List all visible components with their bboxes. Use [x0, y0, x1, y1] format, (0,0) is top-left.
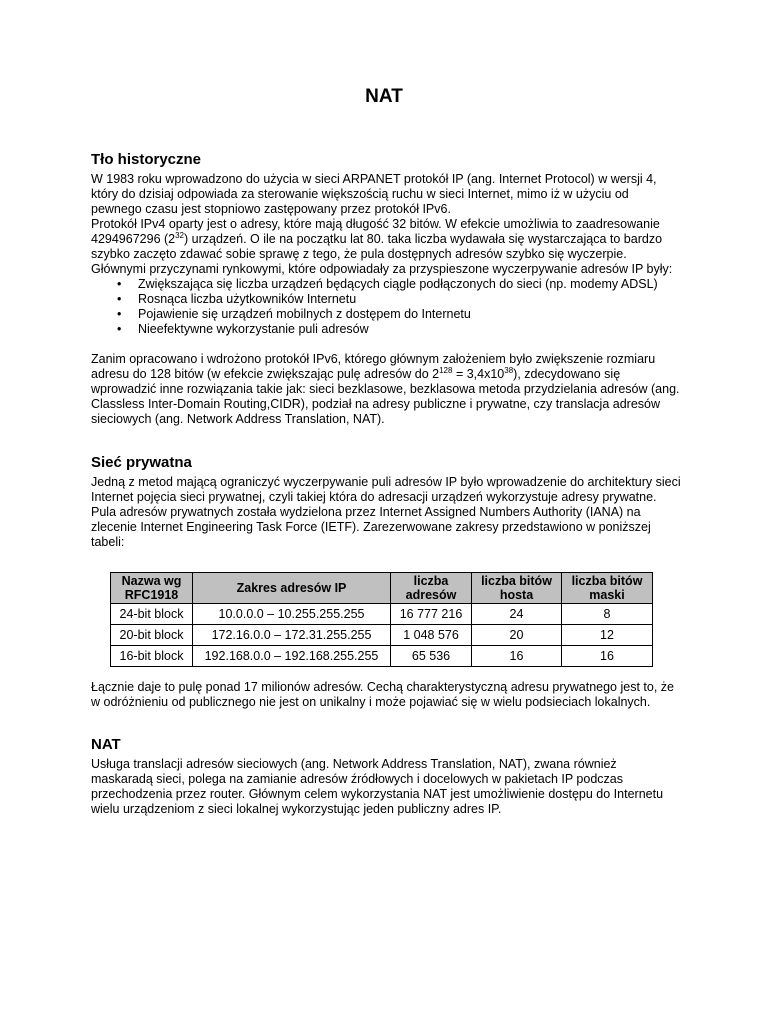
table-cell: 172.16.0.0 – 172.31.255.255	[193, 625, 391, 646]
paragraph-nat-description: Usługa translacji adresów sieciowych (ang. Network Address Translation, NAT), zwana również maskaradą sieci, polega na zamianie adresów źródłowych i docelowych w pakietach IP podczas przechodzenia przez router. Głównym celem wykorzystania NAT jest umożliwienie dostępu do Internetu wielu urządzeniom z sieci lokalnej wykorzystując jeden publiczny adres IP.	[91, 757, 664, 816]
superscript: 32	[175, 231, 185, 240]
text-run: Protokół IPv4 oparty jest o adresy, które mają długość 32 bitów. W efekcie umożliwia to zaadresowanie 4294967296 (2	[91, 217, 660, 246]
table-cell: 10.0.0.0 – 10.255.255.255	[193, 604, 391, 625]
table-cell: 16	[562, 646, 653, 667]
table-cell: 65 536	[391, 646, 472, 667]
list-item-text: Nieefektywne wykorzystanie puli adresów	[138, 322, 369, 336]
paragraph-ipv6-alternatives	[91, 352, 681, 427]
section-heading-private-network: Sieć prywatna	[91, 454, 192, 471]
list-item-text: Rosnąca liczba użytkowników Internetu	[138, 292, 357, 306]
superscript: 38	[504, 366, 514, 375]
bullet-icon: •	[117, 322, 122, 336]
superscript: 128	[439, 366, 453, 375]
bullet-icon: •	[117, 292, 122, 306]
table-header-cell: Zakres adresów IP	[193, 573, 391, 604]
table-cell: 8	[562, 604, 653, 625]
section-heading-historical: Tło historyczne	[91, 151, 202, 168]
section-private-network	[91, 454, 681, 550]
table-header-cell: Nazwa wg RFC1918	[111, 573, 193, 604]
table-cell: 12	[562, 625, 653, 646]
table-header-cell: liczba adresów	[391, 573, 472, 604]
table-cell: 24	[472, 604, 562, 625]
table-row	[111, 625, 653, 646]
list-item-text: Pojawienie się urządzeń mobilnych z dostępem do Internetu	[138, 307, 471, 321]
paragraph-ipv4-history: W 1983 roku wprowadzono do użycia w sieci ARPANET protokół IP (ang. Internet Protocol) w wersji 4, który do dzisiaj odpowiada za sterowanie większością ruchu w sieci Internet, mimo iż w użyciu od pewnego czasu jest stopniowo zastępowany przez protokół IPv6.	[91, 172, 657, 216]
text-run: ), zdecydowano się wprowadzić inne rozwiązania takie jak: sieci bezklasowe, bezklasowa metoda przydzielania adresów (ang. Classless Inter-Domain Routing,CIDR), podział na adresy publiczne i prywatne, czy translacja adresów sieciowych (ang. Network Address Translation, NAT).	[91, 367, 680, 426]
section-heading-nat: NAT	[91, 736, 121, 753]
table-cell: 20-bit block	[111, 625, 193, 646]
table-header-cell: liczba bitów hosta	[472, 573, 562, 604]
table-cell: 16-bit block	[111, 646, 193, 667]
paragraph-private-network-intro: Jedną z metod mającą ograniczyć wyczerpywanie puli adresów IP było wprowadzenie do architektury sieci Internet pojęcia sieci prywatnej, czyli takiej która do adresacji urządzeń wykorzystuje adresy prywatne.	[91, 475, 681, 504]
table-row	[111, 604, 653, 625]
table-cell: 20	[472, 625, 562, 646]
list-item-text: Zwiększająca się liczba urządzeń będących ciągle podłączonych do sieci (np. modemy ADSL)	[138, 277, 658, 291]
bullet-list-exhaustion-causes	[91, 277, 681, 337]
list-item	[91, 307, 681, 322]
list-item	[91, 322, 681, 337]
document-title: NAT	[365, 86, 403, 107]
bullet-icon: •	[117, 307, 122, 321]
text-run: Zanim opracowano i wdrożono protokół IPv6, którego głównym założeniem było zwiększenie rozmiaru adresu do 128 bitów (w efekcie zwiększając pulę adresów do 2	[91, 352, 656, 381]
text-run: ) urządzeń. O ile na początku lat 80. taka liczba wydawała się wystarczająca to bardzo szybko zaczęto zdawać sobie sprawę z tego, że pula dostępnych adresów szybko się wyczerpie. Głównymi przyczynami rynkowymi, które odpowiadały za przyspieszone wyczerpywanie adresów IP były:	[91, 232, 673, 276]
paragraph-iana-pool: Pula adresów prywatnych została wydzielona przez Internet Assigned Numbers Authority (IANA) na zlecenie Internet Engineering Task Force (IETF). Zarezerwowane zakresy przedstawiono w poniższej tabeli:	[91, 505, 651, 549]
table-header-row	[111, 573, 653, 604]
table-cell: 16 777 216	[391, 604, 472, 625]
text-run: = 3,4x10	[452, 367, 505, 381]
paragraph-private-address-summary: Łącznie daje to pulę ponad 17 milionów adresów. Cechą charakterystyczną adresu prywatnego jest to, że w odróżnieniu od publicznego nie jest on unikalny i może pojawiać się w wielu podsieciach lokalnych.	[91, 680, 674, 709]
table-cell: 16	[472, 646, 562, 667]
table-cell: 1 048 576	[391, 625, 472, 646]
bullet-icon: •	[117, 277, 122, 291]
list-item	[91, 292, 681, 307]
section-nat	[91, 736, 681, 817]
paragraph-ipv4-addresses	[91, 217, 681, 277]
table-cell: 192.168.0.0 – 192.168.255.255	[193, 646, 391, 667]
table-cell: 24-bit block	[111, 604, 193, 625]
section-historical-background	[91, 151, 681, 427]
table-header-cell: liczba bitów maski	[562, 573, 653, 604]
table-row	[111, 646, 653, 667]
list-item	[91, 277, 681, 292]
section-private-network-summary	[91, 680, 681, 710]
private-ranges-table	[110, 572, 653, 667]
